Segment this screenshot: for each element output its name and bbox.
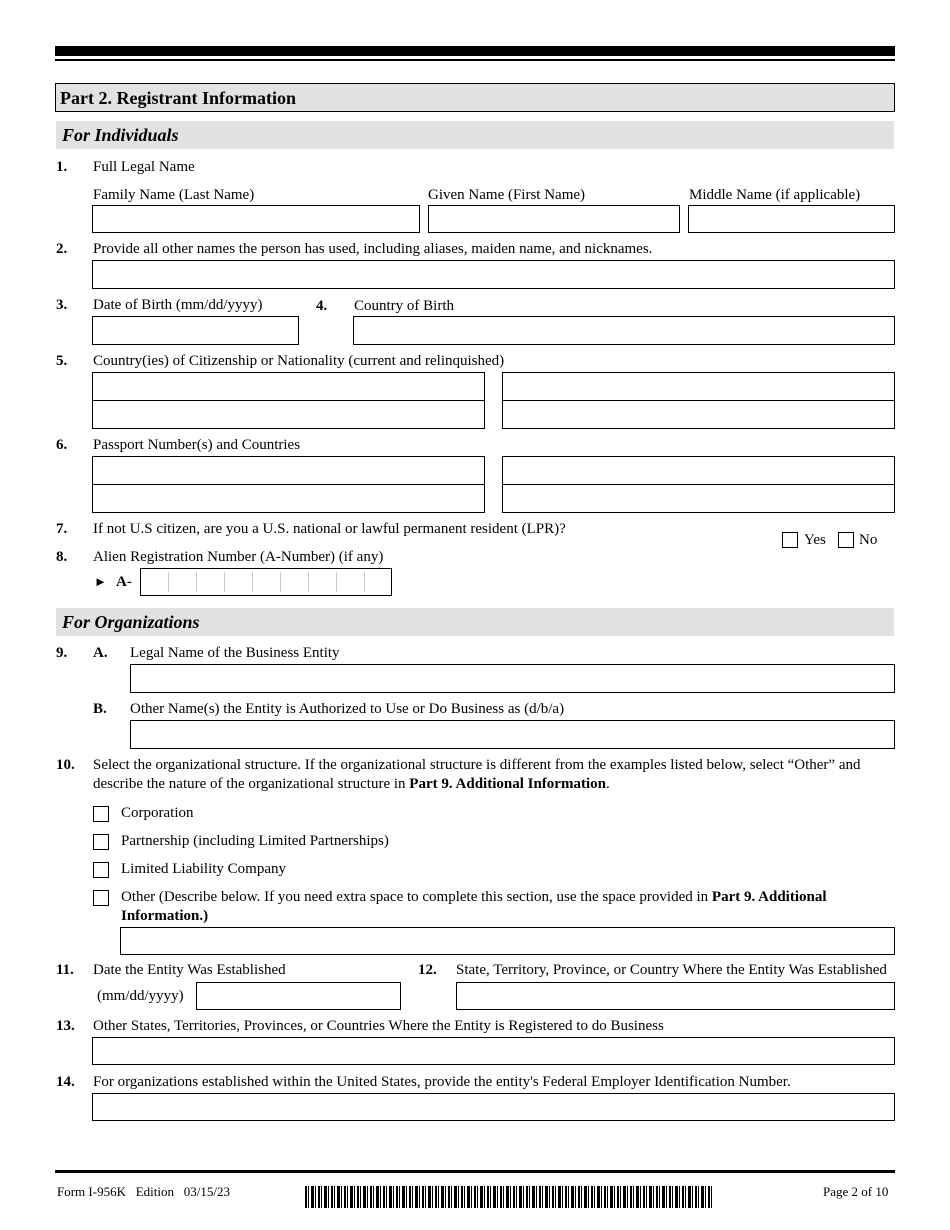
place-established-field[interactable] xyxy=(456,982,895,1010)
corporation-label: Corporation xyxy=(121,805,194,821)
q8-label: Alien Registration Number (A-Number) (if any) xyxy=(93,549,384,565)
q8-number: 8. xyxy=(56,549,68,565)
footer-form-edition: Form I-956K Edition 03/15/23 xyxy=(57,1184,230,1199)
passport-left-divider xyxy=(93,484,484,485)
q13-number: 13. xyxy=(56,1018,75,1034)
passport-right-divider xyxy=(503,484,894,485)
q9b-letter: B. xyxy=(93,701,107,717)
other-structure-label-bold: Part 9. Additional Information.) xyxy=(121,889,827,924)
registered-locations-field[interactable] xyxy=(92,1037,895,1065)
part-title: Part 2. Registrant Information xyxy=(60,88,296,108)
footer-page-number: Page 2 of 10 xyxy=(823,1184,889,1199)
q3-number: 3. xyxy=(56,297,68,313)
citizenship-left-divider xyxy=(93,400,484,401)
a-number-cell-divider xyxy=(196,572,197,592)
q9a-label: Legal Name of the Business Entity xyxy=(130,645,340,661)
q7-label: If not U.S citizen, are you a U.S. national or lawful permanent resident (LPR)? xyxy=(93,521,566,537)
a-number-cell-divider xyxy=(336,572,337,592)
date-established-field[interactable] xyxy=(196,982,401,1010)
partnership-label: Partnership (including Limited Partnerships) xyxy=(121,833,389,849)
a-number-cell-divider xyxy=(280,572,281,592)
q4-number: 4. xyxy=(316,298,328,314)
q5-number: 5. xyxy=(56,353,68,369)
q9b-label: Other Name(s) the Entity is Authorized to Use or Do Business as (d/b/a) xyxy=(130,701,565,717)
q9-number: 9. xyxy=(56,645,68,661)
q3-label: Date of Birth (mm/dd/yyyy) xyxy=(93,297,263,313)
q2-number: 2. xyxy=(56,241,68,257)
q11-format: (mm/dd/yyyy) xyxy=(97,988,184,1004)
section-individuals xyxy=(56,121,894,149)
q6-label: Passport Number(s) and Countries xyxy=(93,437,301,453)
citizenship-right-divider xyxy=(503,400,894,401)
barcode xyxy=(305,1186,712,1208)
citizenship-field-right[interactable] xyxy=(502,372,895,429)
q11-number: 11. xyxy=(56,962,74,978)
section-individuals-heading: For Individuals xyxy=(62,125,179,145)
llc-label: Limited Liability Company xyxy=(121,861,286,877)
a-number-cell-divider xyxy=(168,572,169,592)
a-number-cell-divider xyxy=(252,572,253,592)
llc-checkbox[interactable] xyxy=(93,862,109,878)
middle-name-label: Middle Name (if applicable) xyxy=(689,187,861,203)
q12-label: State, Territory, Province, or Country Where the Entity Was Established xyxy=(456,962,887,978)
q10-label xyxy=(93,756,903,794)
q10-label-text: Select the organizational structure. If the organizational structure is different from the examples listed below, select “Other” and describe the nature of the organizational structure in xyxy=(93,757,861,792)
other-structure-checkbox[interactable] xyxy=(93,890,109,906)
q14-label: For organizations established within the United States, provide the entity's Federal Employer Identification Number. xyxy=(93,1074,791,1090)
q1-number: 1. xyxy=(56,159,68,175)
date-of-birth-field[interactable] xyxy=(92,316,299,345)
partnership-checkbox[interactable] xyxy=(93,834,109,850)
q11-label: Date the Entity Was Established xyxy=(93,962,286,978)
other-structure-label xyxy=(121,888,891,926)
a-number-prefix: A- xyxy=(116,574,132,590)
q7-no-checkbox[interactable] xyxy=(838,532,854,548)
q10-number: 10. xyxy=(56,757,75,773)
middle-name-field[interactable] xyxy=(688,205,895,233)
passport-field-right[interactable] xyxy=(502,456,895,513)
passport-field-left[interactable] xyxy=(92,456,485,513)
other-structure-field[interactable] xyxy=(120,927,895,955)
q10-label-bold: Part 9. Additional Information xyxy=(409,776,606,792)
arrow-icon: ► xyxy=(94,574,107,589)
top-rule-thin xyxy=(55,59,895,61)
part-header xyxy=(55,83,895,112)
q5-label: Country(ies) of Citizenship or Nationality (current and relinquished) xyxy=(93,353,505,369)
q2-label: Provide all other names the person has used, including aliases, maiden name, and nicknames. xyxy=(93,241,653,257)
q4-label: Country of Birth xyxy=(354,298,454,314)
family-name-label: Family Name (Last Name) xyxy=(93,187,255,203)
q14-number: 14. xyxy=(56,1074,75,1090)
q6-number: 6. xyxy=(56,437,68,453)
family-name-field[interactable] xyxy=(92,205,420,233)
a-number-cell-divider xyxy=(308,572,309,592)
top-rule-thick xyxy=(55,46,895,56)
q7-yes-label: Yes xyxy=(804,532,826,548)
legal-name-entity-field[interactable] xyxy=(130,664,895,693)
section-organizations-heading: For Organizations xyxy=(62,612,200,632)
q12-number: 12. xyxy=(418,962,437,978)
footer-rule xyxy=(55,1170,895,1173)
a-number-cell-divider xyxy=(224,572,225,592)
a-number-cell-divider xyxy=(364,572,365,592)
q1-label: Full Legal Name xyxy=(93,159,195,175)
given-name-field[interactable] xyxy=(428,205,680,233)
section-organizations xyxy=(56,608,894,636)
corporation-checkbox[interactable] xyxy=(93,806,109,822)
dba-names-field[interactable] xyxy=(130,720,895,749)
country-of-birth-field[interactable] xyxy=(353,316,895,345)
a-number-field[interactable] xyxy=(140,568,392,596)
fein-field[interactable] xyxy=(92,1093,895,1121)
q13-label: Other States, Territories, Provinces, or Countries Where the Entity is Registered to do Business xyxy=(93,1018,664,1034)
q7-number: 7. xyxy=(56,521,68,537)
citizenship-field-left[interactable] xyxy=(92,372,485,429)
q10-label-end: . xyxy=(605,776,610,792)
other-structure-label-text: Other (Describe below. If you need extra space to complete this section, use the space provided in xyxy=(121,889,712,905)
q7-yes-checkbox[interactable] xyxy=(782,532,798,548)
given-name-label: Given Name (First Name) xyxy=(428,187,586,203)
q9a-letter: A. xyxy=(93,645,108,661)
other-names-field[interactable] xyxy=(92,260,895,289)
q7-no-label: No xyxy=(859,532,878,548)
